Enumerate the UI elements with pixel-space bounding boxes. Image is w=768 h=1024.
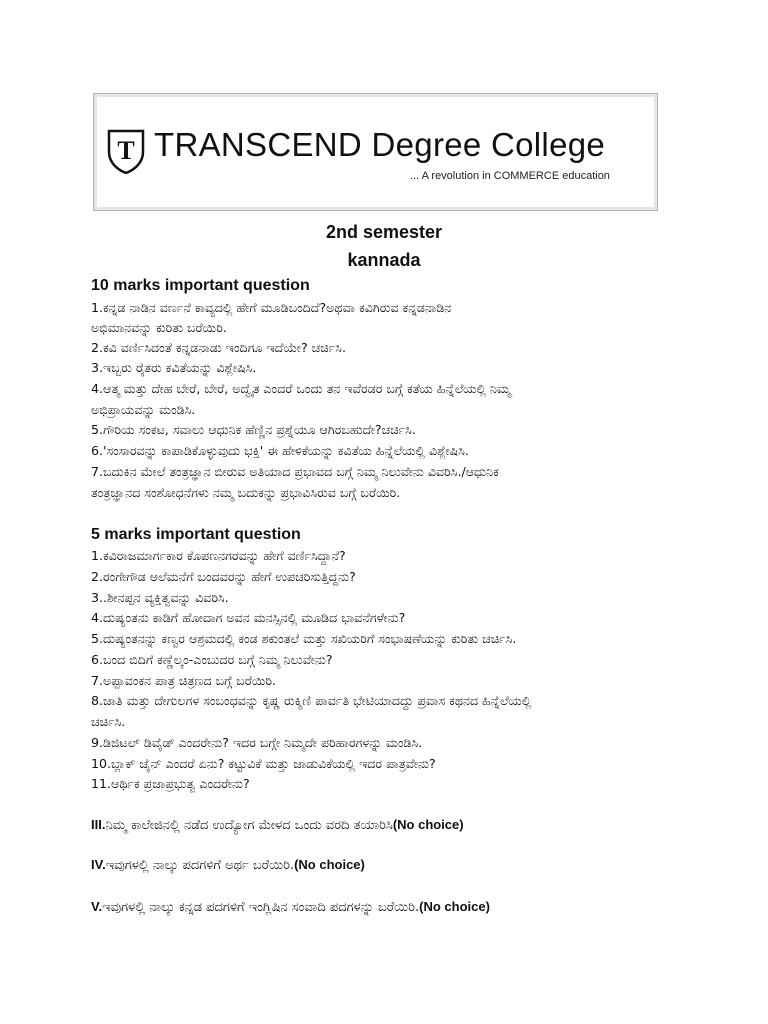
subject-title: kannada [347,250,421,270]
college-banner [93,93,658,211]
question-line: ಅಭಿಮಾನವನ್ನು ಕುರಿತು ಬರೆಯಿರಿ. [91,320,227,335]
svg-text:T: T [117,136,135,165]
question-line: 3..ಶೀನಪ್ಪನ ವ್ಯಕ್ತಿತ್ವವನ್ನು ವಿವರಿಸಿ. [91,590,229,605]
section-heading-5-marks: 5 marks important question [91,526,301,543]
question-line: 2.ಕವಿ ವರ್ಣಿಸಿದಂತೆ ಕನ್ನಡನಾಡು ಇಂದಿಗೂ ಇದೆಯೇ? ಚರ್ಚಿಸಿ. [91,340,346,355]
question-line: 6.ಬಂದ ಬಿದಿಗೆ ಕಣ್ಣೆಲ್ಕಂ-ಎಂಬುದರ ಬಗ್ಗೆ ನಿಮ್ಮ ನಿಲುವೇನು? [91,652,333,667]
question-line: 7.ಬದುಕಿನ ಮೇಲೆ ತಂತ್ರಜ್ಞಾನ ಬೀರುವ ಅತಿಯಾದ ಪ್ರಭಾವದ ಬಗ್ಗೆ ನಿಮ್ಮ ನಿಲುವೇನು ವಿವರಿಸಿ./ಆಧುನಿಕ [91,464,499,479]
question-line: 7.ಅಪ್ಪಾವಂಕನ ಪಾತ್ರ ಚಿತ್ರಣದ ಬಗ್ಗೆ ಬರೆಯಿರಿ. [91,673,277,688]
question-line: 6.'ಸಂಸಾರವನ್ನು ಕಾಪಾಡಿಕೊಳ್ಳುವುದು ಭಕ್ತಿ' ಈ ಹೇಳಿಕೆಯನ್ನು ಕವಿತೆಯ ಹಿನ್ನೆಲೆಯಲ್ಲಿ ವಿಶ್ಲೇಷಿಸಿ. [91,443,469,458]
college-logo-icon [106,128,146,174]
question-line: 11.ಆರ್ಥಿಕ ಪ್ರಜಾಪ್ರಭುತ್ವ ಎಂದರೇನು? [91,776,250,791]
question-line: 3.ಇಬ್ಬರು ರೈತರು ಕವಿತೆಯನ್ನು ವಿಶ್ಲೇಷಿಸಿ. [91,360,257,375]
question-line: 10.ಬ್ಲಾಕ್ ಚೈನ್ ಎಂದರೆ ಏನು? ಕಟ್ಟುವಿಕೆ ಮತ್ತು ಜಾಡುವಿಕೆಯಲ್ಲಿ ಇದರ ಪಾತ್ರವೇನು? [91,756,436,771]
college-tagline: ... A revolution in COMMERCE education [410,170,610,182]
college-name: TRANSCEND Degree College [154,126,606,163]
semester-title: 2nd semester [325,222,443,242]
section-heading-10-marks: 10 marks important question [91,277,310,294]
extra-question-iii: III.ನಿಮ್ಮ ಕಾಲೇಜಿನಲ್ಲಿ ನಡೆದ ಉದ್ಯೋಗ ಮೇಳದ ಒಂದು ವರದಿ ತಯಾರಿಸಿ(No choice) [91,817,464,833]
question-line: 5.ಗೌರಿಯ ಸಂಕಟ, ಸವಾಲು ಆಧುನಿಕ ಹೆಣ್ಣಿನ ಪ್ರಶ್ನೆಯೂ ಆಗಿರಬಹುದೇ?ಚರ್ಚಿಸಿ. [91,422,416,437]
question-line: 4.ಆತ್ಮ ಮತ್ತು ದೇಹ ಬೇರೆ, ಬೇರೆ, ಅದ್ವೈತ ಎಂದರೆ ಒಂದು ತನ ಇವೆರಡರ ಬಗ್ಗೆ ಕತೆಯ ಹಿನ್ನೆಲೆಯಲ್ಲಿ ನಿಮ್ಮ [91,381,511,396]
question-line: ತಂತ್ರಜ್ಞಾನದ ಸಂಶೋಧನೆಗಳು ನಮ್ಮ ಬದುಕನ್ನು ಪ್ರಭಾವಿಸಿರುವ ಬಗ್ಗೆ ಬರೆಯಿರಿ. [91,485,401,500]
question-line: 9.ಡಿಜಿಟಲ್ ಡಿವೈಡ್ ಎಂದರೇನು? ಇದರ ಬಗ್ಗೇ ನಿಮ್ಮದೇ ಪರಿಹಾರಗಳನ್ನು ಮಂಡಿಸಿ. [91,735,423,750]
question-line: 2.ರಂಗೇಗೌಡ ಆಲೆಮನೆಗೆ ಬಂದವರನ್ನು ಹೇಗೆ ಉಪಚರಿಸುತ್ತಿದ್ದನು? [91,569,356,584]
question-line: 1.ಕನ್ನಡ ನಾಡಿನ ವರ್ಣನೆ ಕಾವ್ಯದಲ್ಲಿ ಹೇಗೆ ಮೂಡಿಬಂದಿದೆ?ಅಥವಾ ಕವಿಗಿರುವ ಕನ್ನಡನಾಡಿನ [91,300,452,315]
question-line: 4.ದುಷ್ಯಂತನು ಕಾಡಿಗೆ ಹೋದಾಗ ಅವನ ಮನಸ್ಸಿನಲ್ಲಿ ಮೂಡಿದ ಭಾವನೆಗಳೇನು? [91,610,406,625]
extra-question-iv: IV.ಇವುಗಳಲ್ಲಿ ನಾಲ್ಕು ಪದಗಳಿಗೆ ಅರ್ಥ ಬರೆಯಿರಿ.(No choice) [91,857,365,873]
question-line: 5.ದುಷ್ಯಂತನನ್ನು ಕಣ್ವರ ಆಶ್ರಮದಲ್ಲಿ ಕಂಡ ಶಕುಂತಲೆ ಮತ್ತು ಸಖಿಯರಿಗೆ ಸಂಭಾಷಣೆಯನ್ನು ಕುರಿತು ಚರ್ಚಿಸಿ. [91,631,517,646]
question-line: 8.ಜಾತಿ ಮತ್ತು ದೇಗುಲಗಳ ಸಂಬಂಧವನ್ನು ಕೃಷ್ಣ ರುಕ್ಮಿಣಿ ಪಾರ್ವತಿ ಭೇಟಿಯಾದದ್ದು ಪ್ರವಾಸ ಕಥನದ ಹಿನ್ನೆಲೆಯಲ್ಲಿ [91,693,532,708]
question-line: ಅಭಿಪ್ರಾಯವನ್ನು ಮಂಡಿಸಿ. [91,402,196,417]
extra-question-v: V.ಇವುಗಳಲ್ಲಿ ನಾಲ್ಕು ಕನ್ನಡ ಪದಗಳಿಗೆ ಇಂಗ್ಲಿಷಿನ ಸಂವಾದಿ ಪದಗಳನ್ನು ಬರೆಯಿರಿ.(No choice) [91,899,490,915]
question-line: ಚರ್ಚಿಸಿ. [91,714,126,729]
question-line: 1.ಕವಿರಾಜಮಾರ್ಗಕಾರ ಕೊಪಣನಗರವನ್ನು ಹೇಗೆ ವರ್ಣಿಸಿದ್ದಾನೆ? [91,548,346,563]
